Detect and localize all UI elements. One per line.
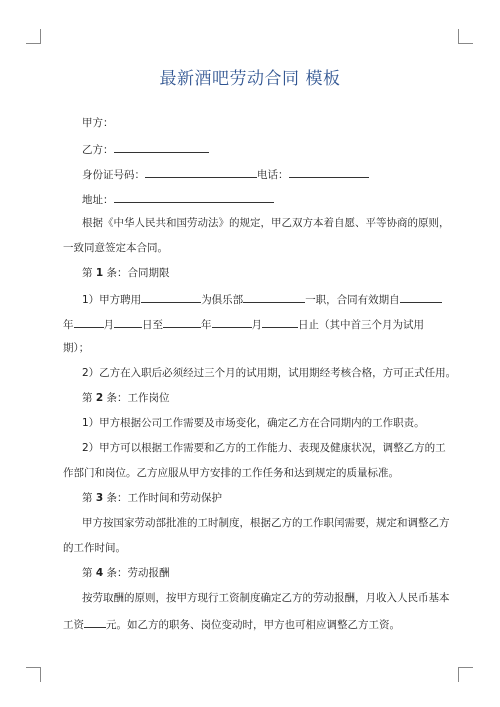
address-line xyxy=(82,191,274,207)
article-3-heading xyxy=(82,491,222,505)
date-blank[interactable] xyxy=(262,316,298,328)
clause-1-1-dates xyxy=(63,316,424,332)
clause-text: 1）甲方聘用 xyxy=(82,294,142,306)
date-text: 月 xyxy=(103,319,114,331)
position-blank[interactable] xyxy=(243,291,305,303)
article-prefix: 第 xyxy=(82,492,93,504)
page-corner-mark xyxy=(26,29,41,44)
date-blank[interactable] xyxy=(74,316,104,328)
document-title: 最新酒吧劳动合同 模板 xyxy=(159,69,341,89)
date-text: 年 xyxy=(63,319,74,331)
clause-text: 工资 xyxy=(63,619,84,631)
clause-text: 为俱乐部 xyxy=(201,294,244,306)
article-title: 条：合同期限 xyxy=(106,267,170,279)
id-blank[interactable] xyxy=(145,166,257,178)
clause-1-2: 2）乙方在入职后必须经过三个月的试用期，试用期经考核合格，方可正式任用。 xyxy=(82,367,457,379)
article-number: 2 xyxy=(95,392,104,404)
id-phone-line xyxy=(82,166,369,182)
clause-text: 元。如乙方的职务、岗位变动时，甲方也可相应调整乙方工资。 xyxy=(106,619,400,631)
clause-2-1: 1）甲方根据公司工作需要及市场变化，确定乙方在合同期内的工作职责。 xyxy=(82,417,425,429)
date-blank[interactable] xyxy=(114,316,142,328)
article-title: 条：劳动报酬 xyxy=(106,567,170,579)
clause-3-cont: 的工作时间。 xyxy=(63,542,126,554)
intro-paragraph-cont: 一致同意签定本合同。 xyxy=(63,242,168,254)
party-a-label: 甲方： xyxy=(82,117,114,129)
clause-4-cont xyxy=(63,616,400,632)
article-1-heading xyxy=(82,266,170,280)
date-blank[interactable] xyxy=(212,316,252,328)
clause-text: 一职，合同有效期自 xyxy=(305,294,400,306)
article-prefix: 第 xyxy=(82,567,93,579)
article-number: 4 xyxy=(95,567,104,579)
hire-name-blank[interactable] xyxy=(141,291,201,303)
article-number: 1 xyxy=(95,267,104,279)
party-b-label: 乙方： xyxy=(82,144,114,156)
article-title: 条：工作时间和劳动保护 xyxy=(106,492,222,504)
party-b-blank[interactable] xyxy=(114,141,209,153)
phone-blank[interactable] xyxy=(289,166,369,178)
clause-1-1-tail: 期）； xyxy=(63,342,90,354)
date-blank[interactable] xyxy=(163,316,201,328)
date-text: 日止（其中首三个月为试用 xyxy=(298,319,424,331)
date-text: 月 xyxy=(251,319,262,331)
date-text: 年 xyxy=(201,319,212,331)
id-label: 身份证号码： xyxy=(82,169,145,181)
page-corner-mark xyxy=(458,29,473,44)
party-b-line xyxy=(82,141,209,157)
page-corner-mark xyxy=(26,667,41,682)
party-a-line xyxy=(82,116,114,130)
clause-2-2-cont: 作部门和岗位。乙方应服从甲方安排的工作任务和达到规定的质量标准。 xyxy=(63,467,399,479)
article-prefix: 第 xyxy=(82,392,93,404)
clause-2-2: 2）甲方可以根据工作需要和乙方的工作能力、表现及健康状况，调整乙方的工 xyxy=(82,442,446,454)
article-title: 条：工作岗位 xyxy=(106,392,170,404)
address-label: 地址： xyxy=(82,194,114,206)
date-text: 日至 xyxy=(142,319,163,331)
article-number: 3 xyxy=(95,492,104,504)
article-4-heading xyxy=(82,566,170,580)
article-prefix: 第 xyxy=(82,267,93,279)
article-2-heading xyxy=(82,391,170,405)
intro-paragraph: 根据《中华人民共和国劳动法》的规定，甲乙双方本着自愿、平等协商的原则， xyxy=(82,217,450,229)
clause-3: 甲方按国家劳动部批准的工时制度，根据乙方的工作职闰需要，规定和调整乙方 xyxy=(82,517,450,529)
address-blank[interactable] xyxy=(114,191,274,203)
page-corner-mark xyxy=(458,667,473,682)
phone-label: 电话： xyxy=(257,169,289,181)
start-blank[interactable] xyxy=(400,291,442,303)
salary-blank[interactable] xyxy=(84,616,106,628)
clause-1-1 xyxy=(82,291,442,307)
clause-4: 按劳取酬的原则，按甲方现行工资制度确定乙方的劳动报酬，月收入人民币基本 xyxy=(82,592,450,604)
